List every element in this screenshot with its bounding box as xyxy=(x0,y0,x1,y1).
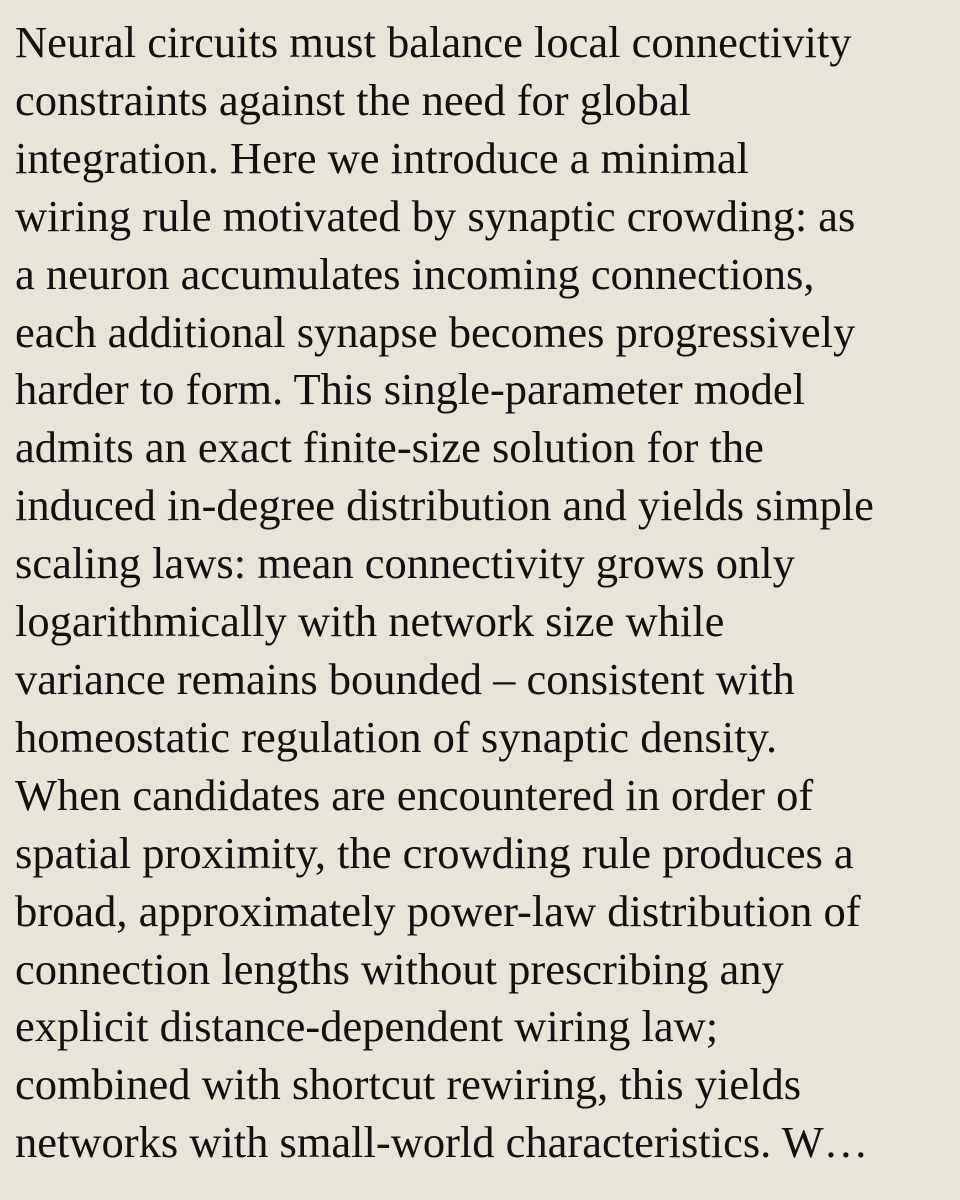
text-line: explicit distance-dependent wiring law; xyxy=(15,1001,719,1052)
text-line: scaling laws: mean connectivity grows only xyxy=(15,538,795,589)
text-line: a neuron accumulates incoming connections, xyxy=(15,248,815,299)
text-line: homeostatic regulation of synaptic density. xyxy=(15,711,778,762)
text-line: logarithmically with network size while xyxy=(15,596,725,647)
text-line: wiring rule motivated by synaptic crowding: as xyxy=(15,190,856,241)
text-line: networks with small-world characteristics. W… xyxy=(15,1117,869,1168)
text-line: Neural circuits must balance local connectivity xyxy=(15,17,852,67)
text-line: spatial proximity, the crowding rule produces a xyxy=(15,827,854,878)
text-line: broad, approximately power-law distribution of xyxy=(15,885,861,936)
text-line: admits an exact finite-size solution for the xyxy=(15,422,764,473)
abstract-text xyxy=(15,14,960,1172)
text-line: harder to form. This single-parameter model xyxy=(15,364,806,415)
text-line: combined with shortcut rewiring, this yields xyxy=(15,1059,802,1110)
text-line: each additional synapse becomes progressively xyxy=(15,306,856,357)
text-line: induced in-degree distribution and yields simple xyxy=(15,480,874,531)
text-line: integration. Here we introduce a minimal xyxy=(15,132,749,183)
text-line: constraints against the need for global xyxy=(15,74,691,125)
text-line: connection lengths without prescribing any xyxy=(15,943,784,994)
text-line: variance remains bounded – consistent with xyxy=(15,653,795,704)
text-line: When candidates are encountered in order of xyxy=(15,769,814,820)
